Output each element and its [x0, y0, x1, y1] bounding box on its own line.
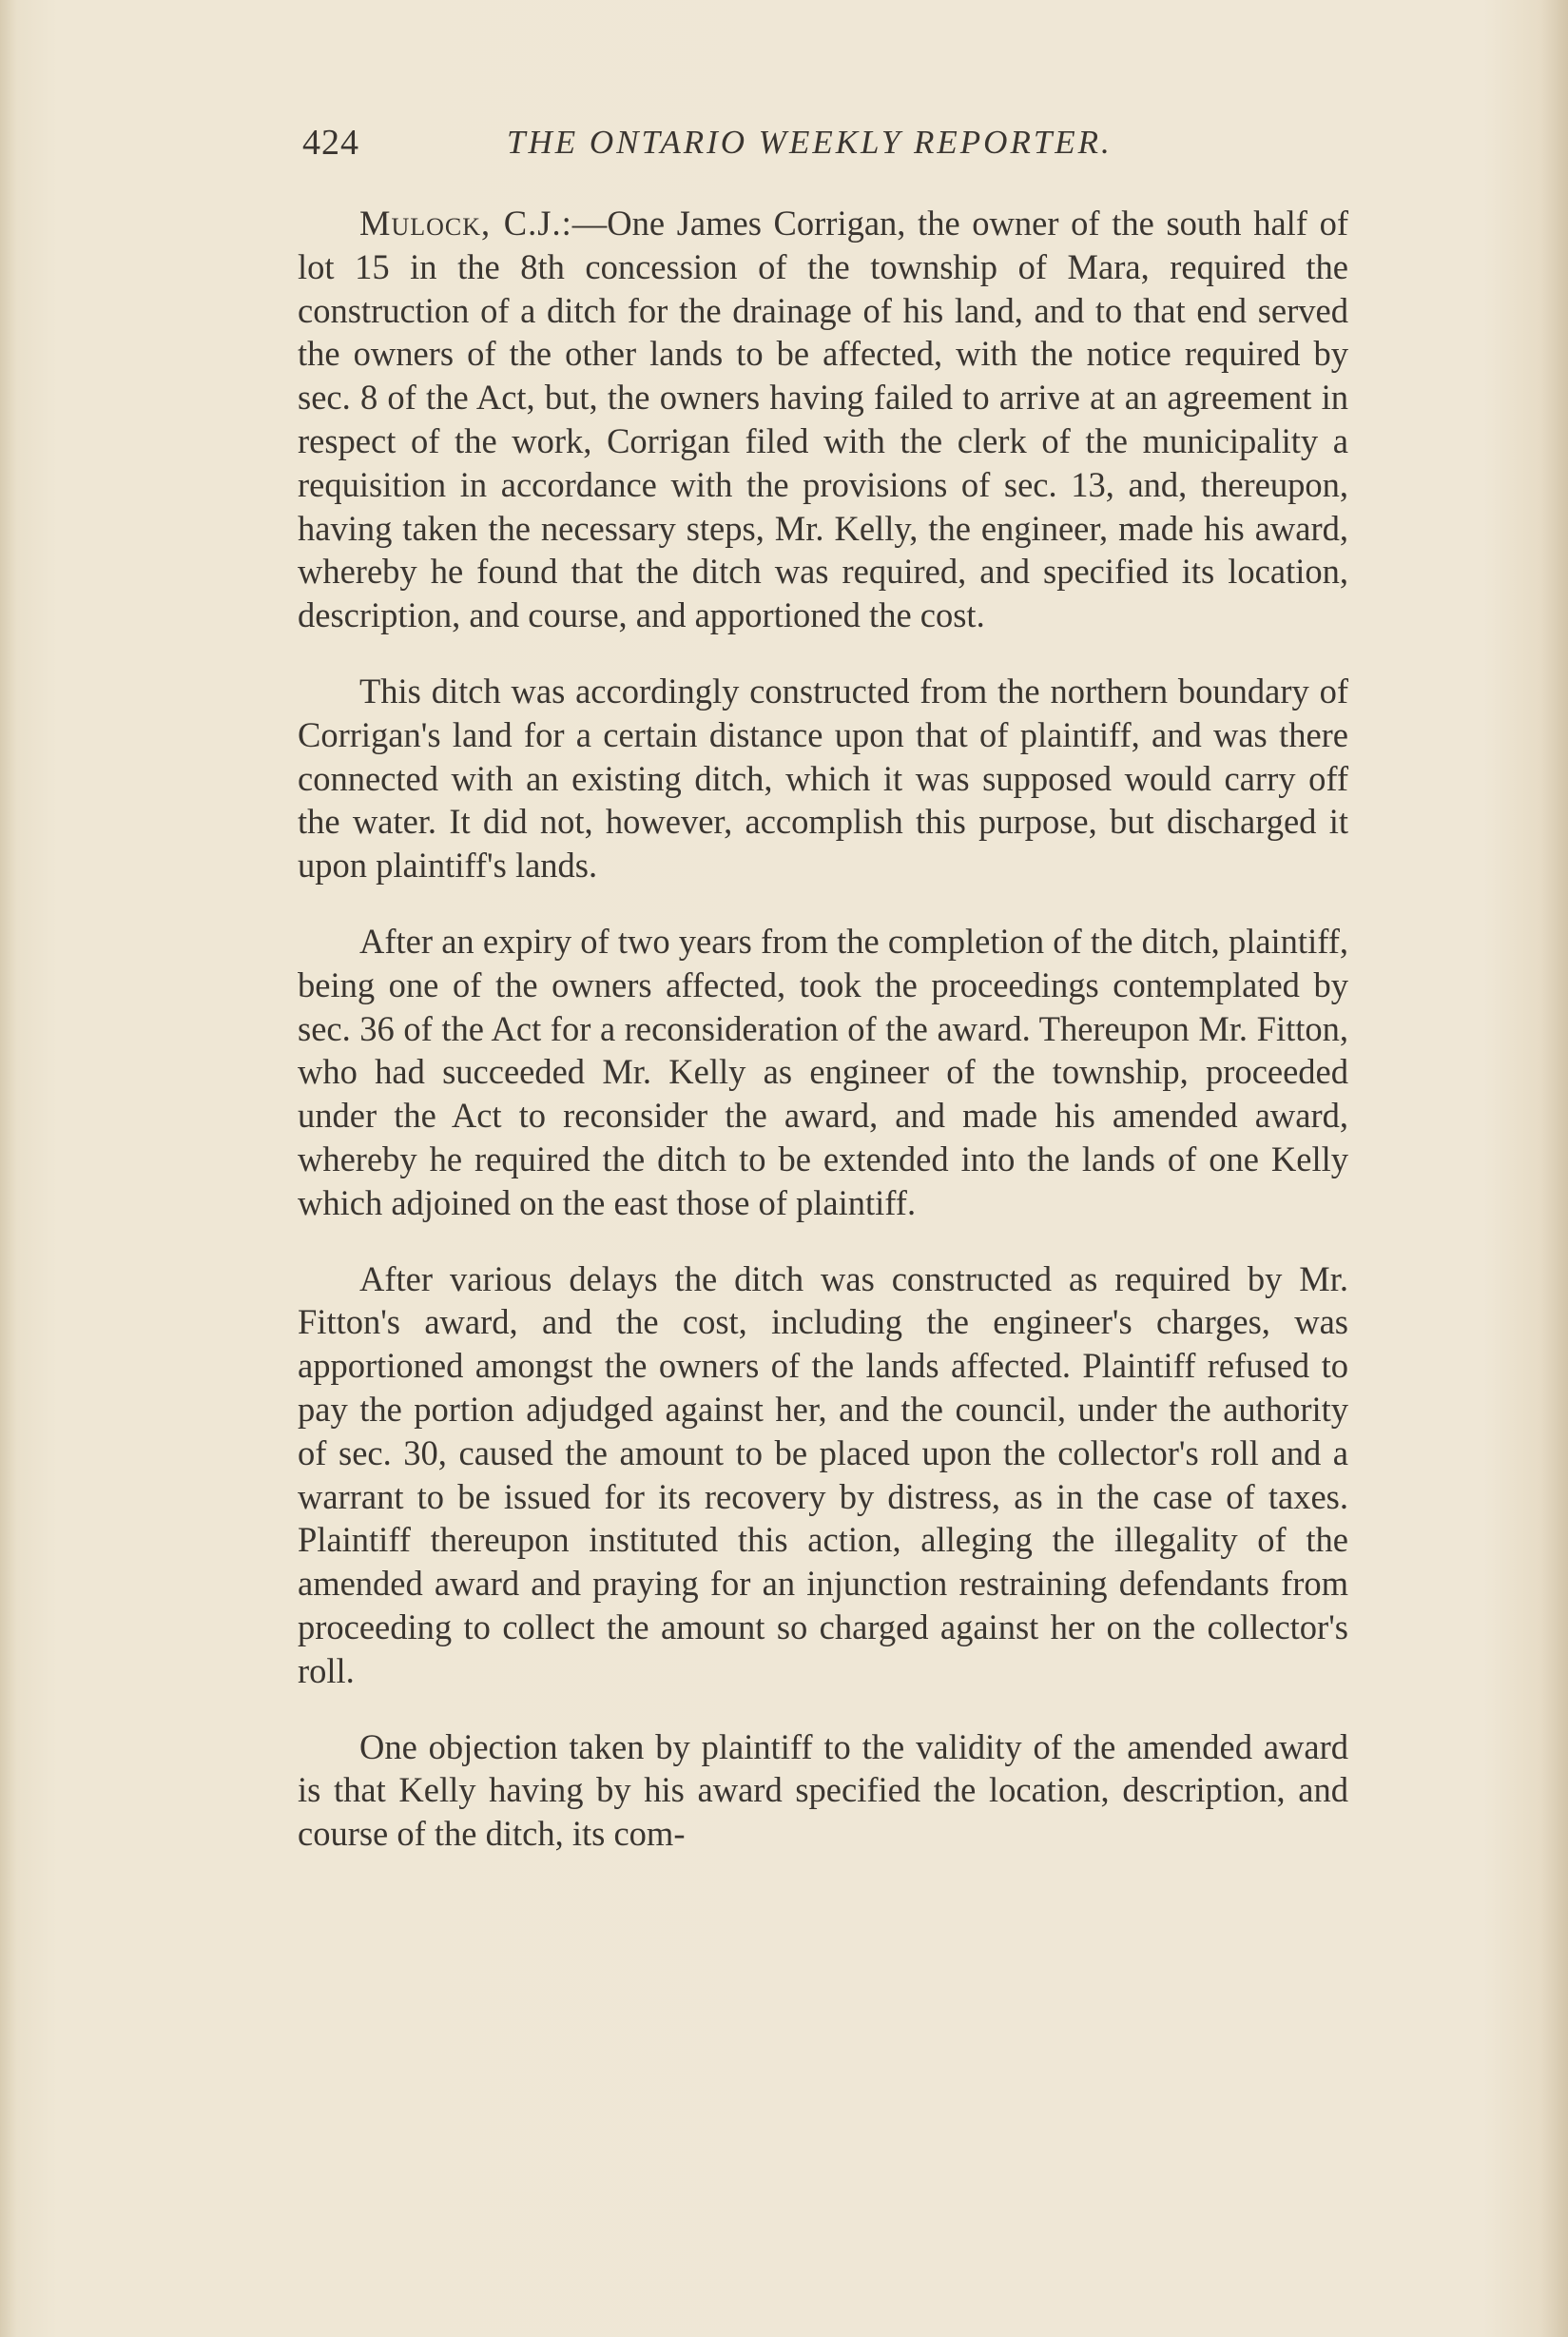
paragraph-1-text: —One James Corrigan, the owner of the south half of lot 15 in the 8th concession of the township of Mara, required the construction of a ditch for the drainage of his land, and to that end served the owners of the other lands to be affected, with the notice required by sec. 8 of the Act, but, the owners having failed to arrive at an agreement in respect of the work, Corrigan filed with the clerk of the municipality a requisition in accordance with the provisions of sec. 13, and, thereupon, having taken the necessary steps, Mr. Kelly, the engineer, made his award, whereby he found that the ditch was required, and specified its location, description, and course, and apportioned the cost.	[298, 204, 1348, 635]
paragraph-2: This ditch was accordingly constructed from the northern boundary of Corrigan's land for a certain distance upon that of plaintiff, and was there connected with an existing ditch, which it was supposed would carry off the water. It did not, however, accomplish this purpose, but discharged it upon plaintiff's lands.	[298, 671, 1348, 886]
paragraph-1	[298, 202, 1348, 637]
paragraph-3: After an expiry of two years from the completion of the ditch, plaintiff, being one of the owners affected, took the proceedings contemplated by sec. 36 of the Act for a reconsideration of the award. Thereupon Mr. Fitton, who had succeeded Mr. Kelly as engineer of the township, proceeded under the Act to reconsider the award, and made his amended award, whereby he required the ditch to be extended into the lands of one Kelly which adjoined on the east those of plaintiff.	[298, 921, 1348, 1222]
page-number: 424	[302, 123, 359, 163]
speaker-name: Mulock, C.J.:	[359, 204, 572, 243]
page-header	[302, 122, 1348, 179]
body-text	[298, 202, 1348, 1888]
running-title: THE ONTARIO WEEKLY REPORTER.	[507, 124, 1113, 161]
paragraph-5: One objection taken by plaintiff to the validity of the amended award is that Kelly having by his award specified the location, description, and course of the ditch, its com-	[298, 1726, 1348, 1854]
paragraph-4: After various delays the ditch was constructed as required by Mr. Fitton's award, and the cost, including the engineer's charges, was apportioned amongst the owners of the lands affected. Plaintiff refused to pay the portion adjudged against her, and the council, under the authority of sec. 30, caused the amount to be placed upon the collector's roll and a warrant to be issued for its recovery by distress, as in the case of taxes. Plaintiff thereupon instituted this action, alleging the illegality of the amended award and praying for an injunction restraining defendants from proceeding to collect the amount so charged against her on the collector's roll.	[298, 1258, 1348, 1690]
